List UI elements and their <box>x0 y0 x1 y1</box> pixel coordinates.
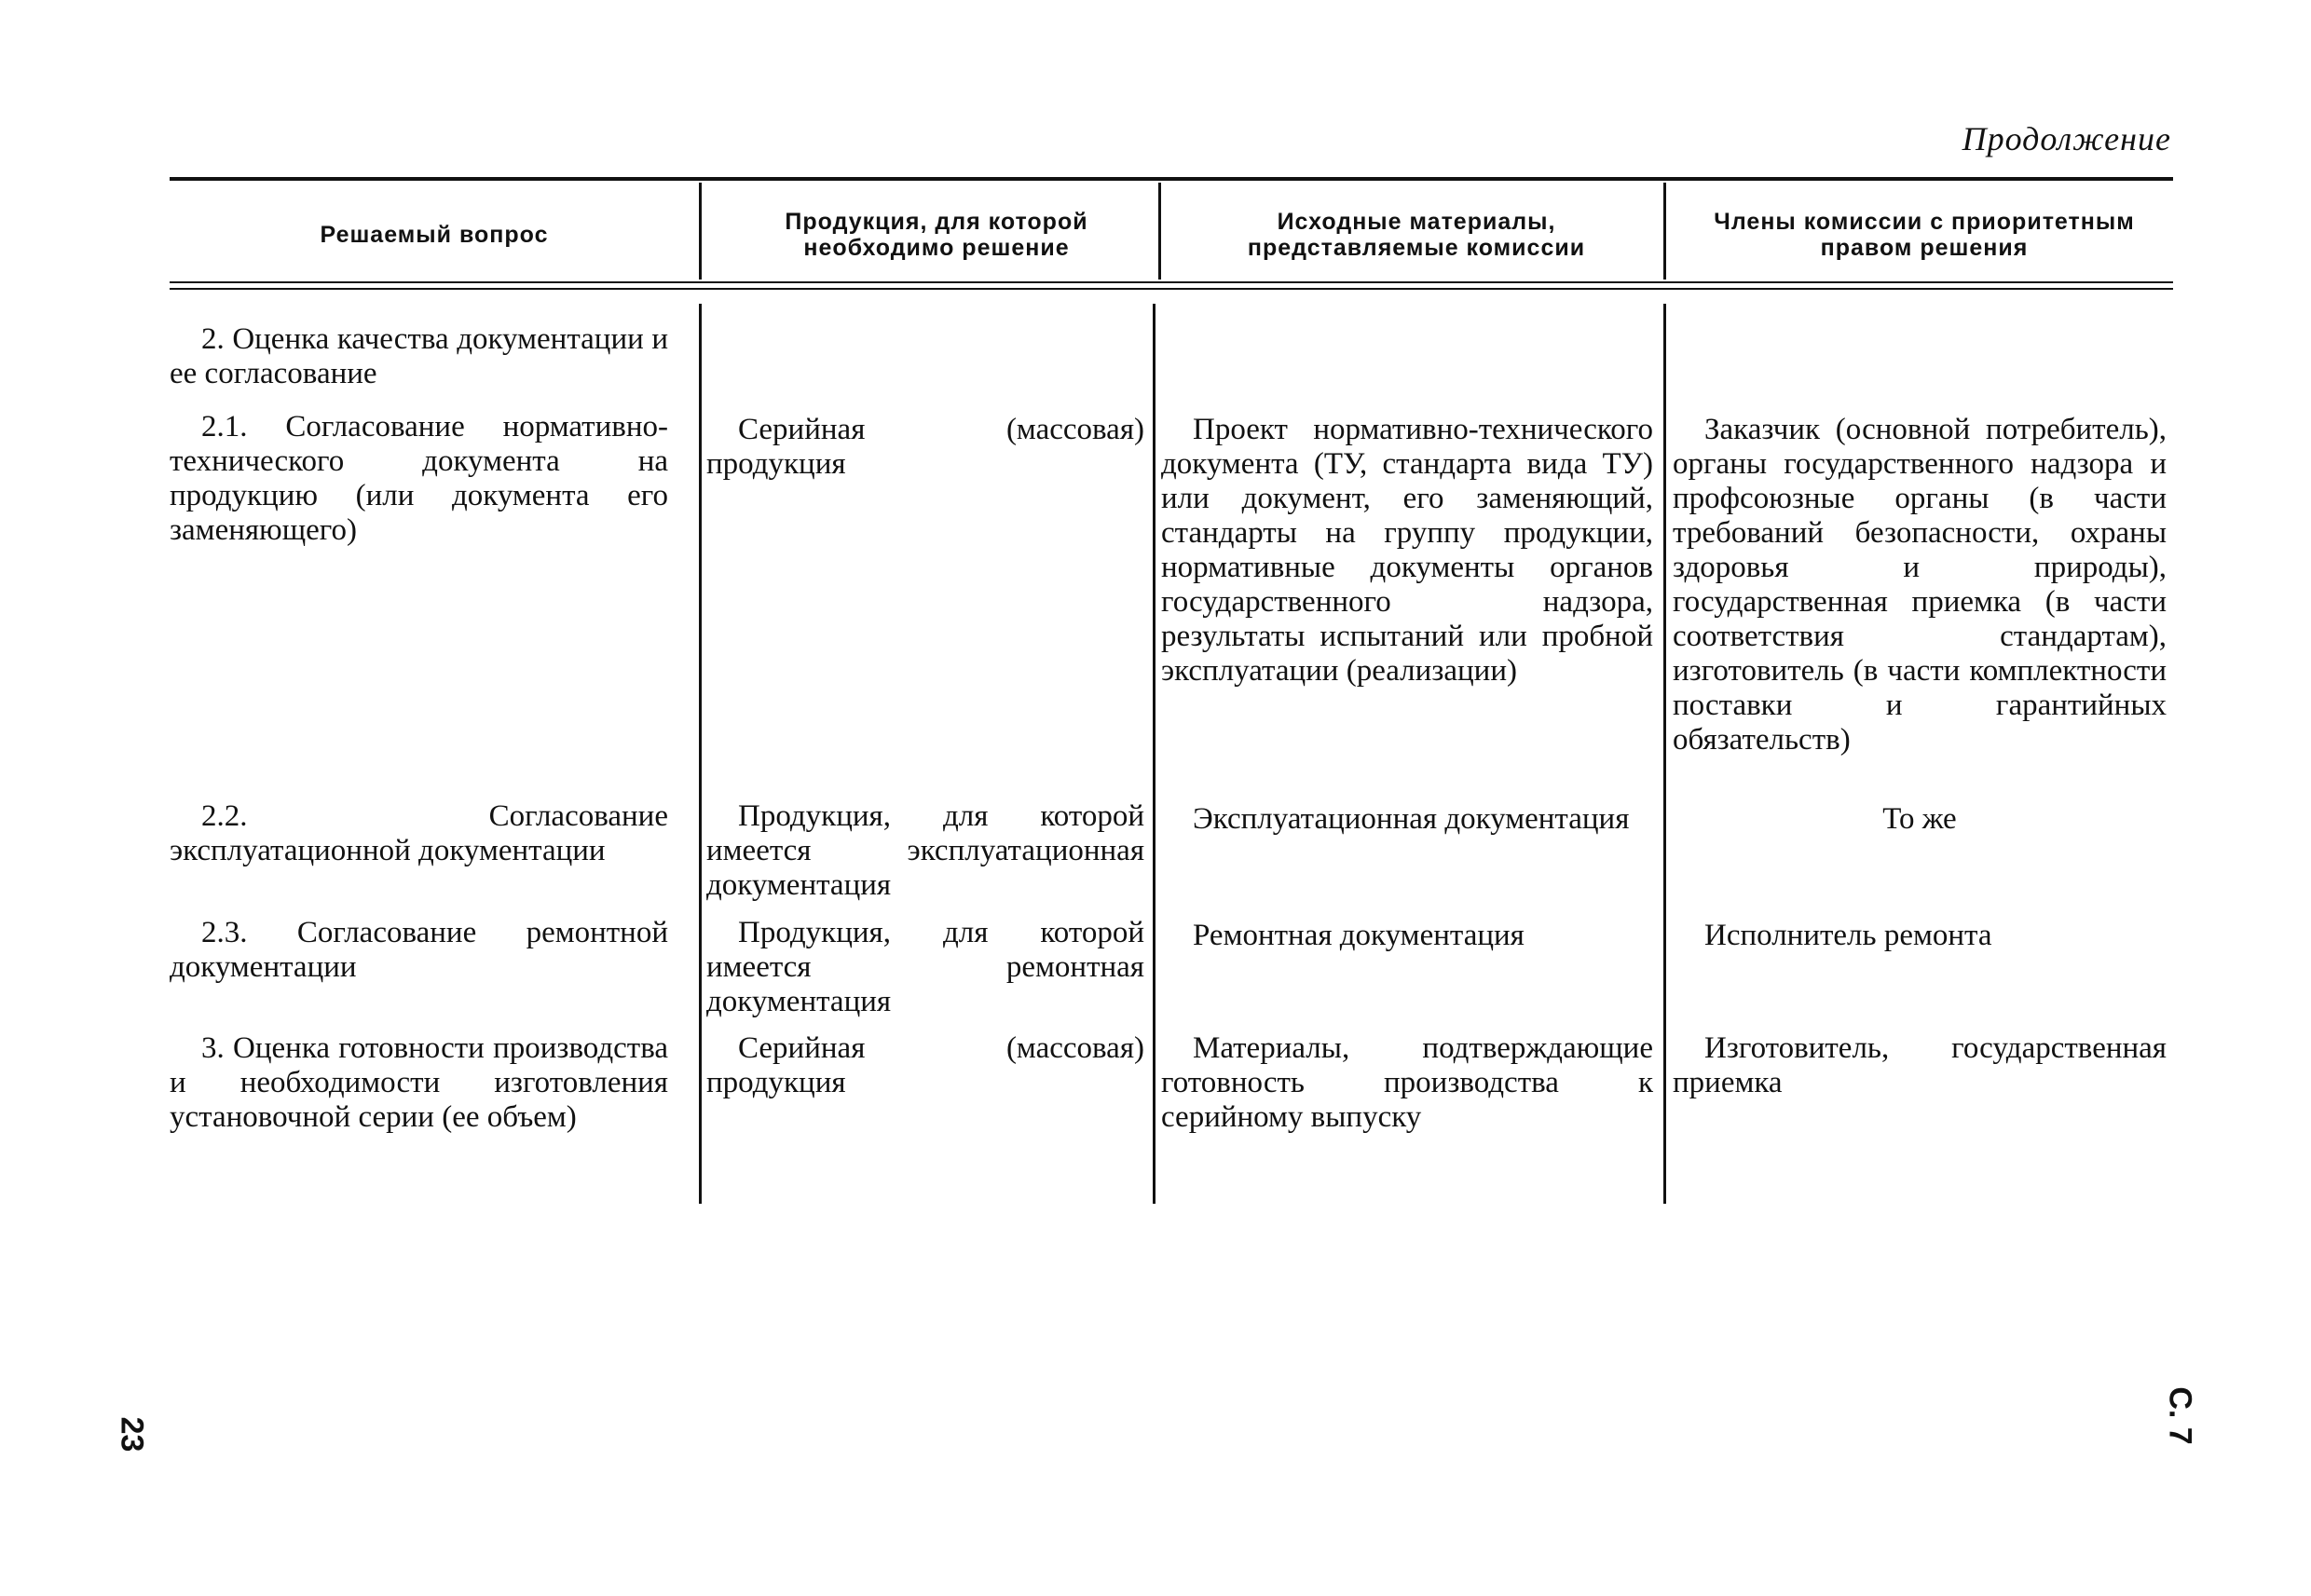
row-2-2-materials: Эксплуатационная документация <box>1193 802 1630 836</box>
row-2-3-materials: Ремонтная документация <box>1193 919 1525 952</box>
header-divider-1 <box>699 183 702 280</box>
page-number-right: С. 7 <box>2162 1386 2198 1445</box>
row-2-3-product: Продукция, для которой имеется ремонтная документация <box>706 916 1144 1018</box>
row-2-2-question: 2.2. Согласование эксплуатационной документации <box>170 799 668 867</box>
row-2-2-product: Продукция, для которой имеется эксплуатационная документация <box>706 799 1144 902</box>
row-3-materials: Материалы, подтверждающие готовность производства к серийному выпуску <box>1161 1031 1653 1134</box>
page-number-left: 23 <box>114 1416 150 1453</box>
header-bottom-rule-1 <box>170 281 2173 283</box>
row-3-members: Изготовитель, государственная приемка <box>1673 1031 2167 1099</box>
body-divider-1 <box>699 304 702 1204</box>
body-divider-2 <box>1153 304 1156 1204</box>
row-2-1-members: Заказчик (основной потребитель), органы государственного надзора и профсоюзные органы (в части требований безопасности, охраны здоровья и природы), государственная приемка (в части соответствия стандартам), изготовитель (в части комплектности поставки и гарантийных обязательств) <box>1673 413 2167 757</box>
row-2-1-question: 2.1. Согласование нормативно-технического документа на продукцию (или документа его заменяющего) <box>170 410 668 547</box>
header-bottom-rule-2 <box>170 288 2173 290</box>
row-2-3-members: Исполнитель ремонта <box>1704 919 1992 952</box>
table-top-rule <box>170 177 2173 181</box>
column-header-materials: Исходные материалы, представляемые комиссии <box>1247 209 1586 261</box>
header-divider-2 <box>1158 183 1161 280</box>
column-header-question: Решаемый вопрос <box>320 222 549 248</box>
row-2-1-materials: Проект нормативно-технического документа (ТУ, стандарта вида ТУ) или документ, его заменяющий, стандарты на группу продукции, нормативные документы органов государственного надзора, результаты испытаний или пробной эксплуатации (реализации) <box>1161 413 1653 688</box>
column-header-product: Продукция, для которой необходимо решение <box>785 209 1088 261</box>
row-2-1-product: Серийная (массовая) продукция <box>706 413 1144 481</box>
row-3-product: Серийная (массовая) продукция <box>706 1031 1144 1099</box>
section-title: 2. Оценка качества документации и ее согласование <box>170 322 668 390</box>
column-header-members: Члены комиссии с приоритетным правом решения <box>1714 209 2135 261</box>
body-divider-3 <box>1663 304 1666 1204</box>
row-2-3-question: 2.3. Согласование ремонтной документации <box>170 916 668 984</box>
row-2-2-members: То же <box>1882 802 1957 836</box>
continuation-label: Продолжение <box>1962 120 2171 157</box>
row-3-question: 3. Оценка готовности производства и необходимости изготовления установочной серии (ее объем) <box>170 1031 668 1134</box>
header-divider-3 <box>1663 183 1666 280</box>
